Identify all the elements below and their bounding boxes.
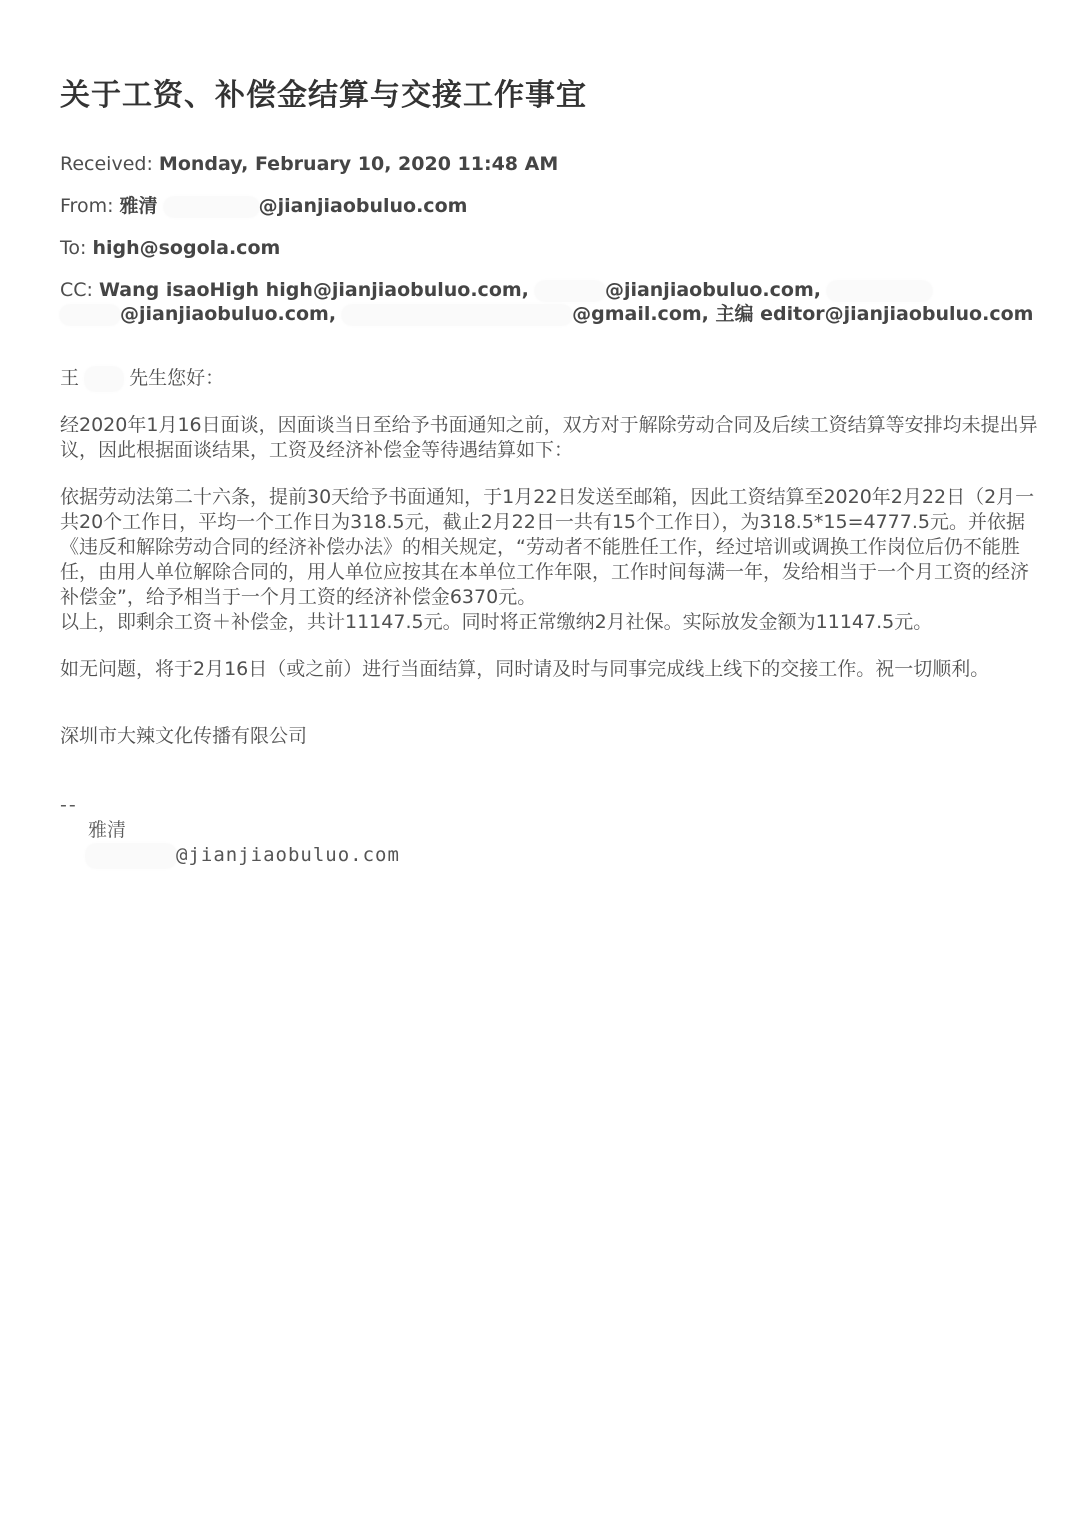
page-title: 关于工资、补偿金结算与交接工作事宜 xyxy=(60,78,587,113)
received-label: Received: xyxy=(60,153,153,175)
greeting-line xyxy=(60,366,1040,391)
signature-block xyxy=(60,793,1040,868)
greeting-text: 先生您好： xyxy=(129,367,225,389)
cc-recipient-2: @jianjiaobuluo.com, xyxy=(604,279,821,301)
from-email-domain: @jianjiaobuluo.com xyxy=(258,195,468,217)
from-label: From: xyxy=(60,195,114,217)
redaction-blob xyxy=(827,281,932,301)
redaction-blob xyxy=(164,197,259,217)
to-row xyxy=(60,236,1040,260)
cc-recipient-1: Wang isaoHigh high@jianjiaobuluo.com, xyxy=(98,279,529,301)
signature-divider: -- xyxy=(60,794,78,816)
signature-name: 雅清 xyxy=(88,819,127,841)
to-label: To: xyxy=(60,237,87,259)
settlement-total-text: 以上，即剩余工资＋补偿金，共计11147.5元。同时将正常缴纳2月社保。实际放发金额为11147.5元。 xyxy=(60,611,933,633)
signature-email xyxy=(86,843,1040,868)
email-body xyxy=(60,366,1040,868)
cc-recipient-4: @gmail.com, 主编 editor@jianjiaobuluo.com xyxy=(572,303,1034,325)
to-value: high@sogola.com xyxy=(92,237,281,259)
paragraph-intro: 经2020年1月16日面谈，因面谈当日至给予书面通知之前，双方对于解除劳动合同及后续工资结算等安排均未提出异议，因此根据面谈结果，工资及经济补偿金等待遇结算如下： xyxy=(60,414,1038,461)
from-row xyxy=(60,194,1040,218)
received-value: Monday, February 10, 2020 11:48 AM xyxy=(158,153,559,175)
cc-row xyxy=(60,278,1040,326)
redaction-blob xyxy=(342,305,572,325)
redaction-blob xyxy=(60,305,120,325)
redaction-blob xyxy=(85,367,123,391)
paragraph-handover: 如无问题，将于2月16日（或之前）进行当面结算，同时请及时与同事完成线上线下的交接工作。祝一切顺利。 xyxy=(60,658,990,680)
received-row xyxy=(60,152,1040,176)
redaction-blob xyxy=(535,281,605,301)
paragraph-settlement xyxy=(60,485,1040,635)
company-name: 深圳市大辣文化传播有限公司 xyxy=(60,725,308,747)
cc-label: CC: xyxy=(60,279,93,301)
settlement-calculation-text: 依据劳动法第二十六条，提前30天给予书面通知，于1月22日发送至邮箱，因此工资结算至2020年2月22日（2月一共20个工作日，平均一个工作日为318.5元，截止2月22日一共有15个工作日），为318.5*15=4777.5元。并依据《违反和解除劳动合同的经济补偿办法》的相关规定，“劳动者不能胜任工作，经过培训或调换工作岗位后仍不能胜任，由用人单位解除合同的，用人单位应按其在本单位工作年限，工作时间每满一年，发给相当于一个月工资的经济补偿金”，给予相当于一个月工资的经济补偿金6370元。 xyxy=(60,486,1035,608)
signature-email-domain: @jianjiaobuluo.com xyxy=(176,844,400,866)
greeting-surname: 王 xyxy=(60,367,80,389)
from-name: 雅清 xyxy=(119,195,158,217)
cc-recipient-3: @jianjiaobuluo.com, xyxy=(120,303,337,325)
redaction-blob xyxy=(86,844,176,868)
